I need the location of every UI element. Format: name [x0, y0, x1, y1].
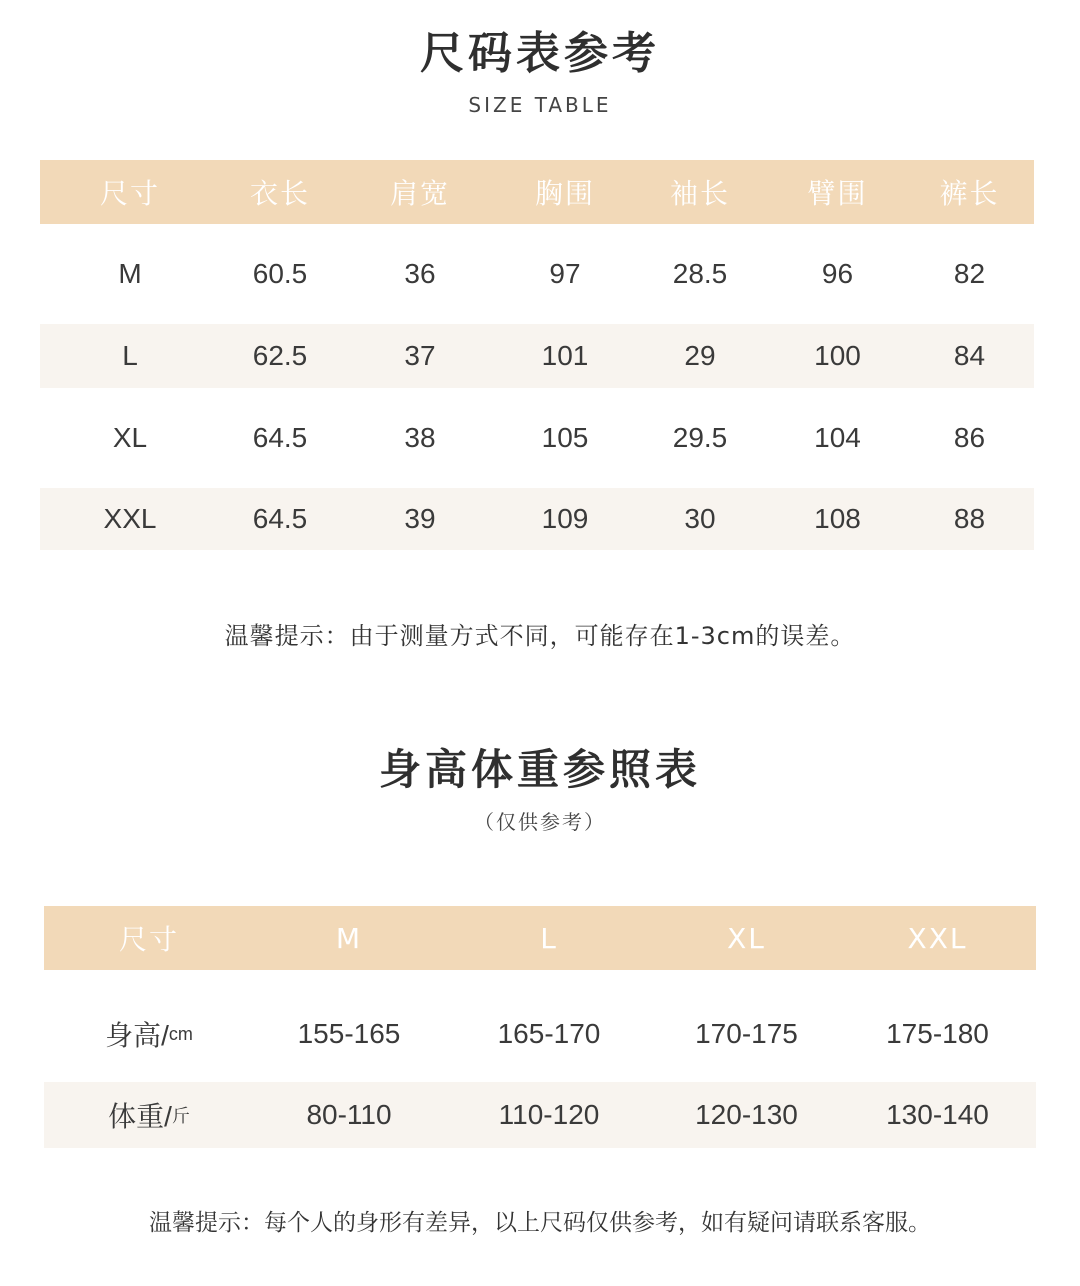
header-cell: 袖长 — [669, 177, 730, 210]
weight-unit: 斤 — [171, 1106, 190, 1126]
table-cell: 37 — [404, 340, 436, 371]
height-weight-note: 温馨提示：每个人的身形有差异，以上尺码仅供参考，如有疑问请联系客服。 — [149, 1210, 931, 1236]
header-cell: 肩宽 — [389, 177, 450, 210]
header-cell: 衣长 — [249, 177, 310, 210]
table-cell: 110-120 — [498, 1099, 600, 1130]
header-cell: M — [335, 921, 363, 955]
header-cell: 尺寸 — [99, 177, 160, 210]
header-cell: 裤长 — [939, 177, 1000, 210]
table-cell: 29.5 — [672, 422, 728, 453]
table-cell: 80-110 — [306, 1099, 392, 1130]
table-row — [40, 406, 1034, 470]
table-cell: 38 — [404, 422, 436, 453]
table-cell: 30 — [684, 503, 716, 534]
height-label: 身高/ — [105, 1020, 169, 1051]
table-cell: 29 — [684, 340, 716, 371]
table-cell: 36 — [404, 258, 436, 289]
table-cell: 64.5 — [252, 503, 308, 534]
size-table-note: 温馨提示：由于测量方式不同，可能存在1-3cm的误差。 — [224, 622, 856, 650]
size-label: M — [118, 258, 142, 289]
table-cell: 39 — [404, 503, 436, 534]
height-weight-table — [44, 906, 1036, 1148]
table-cell: 97 — [549, 258, 581, 289]
table-cell: 104 — [814, 422, 861, 453]
row-label — [44, 1082, 254, 1148]
table-cell: 108 — [814, 503, 861, 534]
height-unit: cm — [168, 1023, 193, 1044]
table-cell: 62.5 — [252, 340, 308, 371]
table-cell: 84 — [953, 340, 986, 371]
size-table — [40, 160, 1034, 550]
table-row — [44, 1002, 1036, 1066]
size-table-subtitle: SIZE TABLE — [468, 93, 612, 117]
table-cell: 64.5 — [252, 422, 308, 453]
table-cell: 88 — [953, 503, 986, 534]
size-table-title: 尺码表参考 — [420, 28, 660, 79]
height-weight-title: 身高体重参照表 — [378, 745, 701, 794]
table-cell: 60.5 — [252, 258, 308, 289]
size-label: L — [122, 340, 138, 371]
height-weight-subtitle: （仅供参考） — [474, 810, 606, 834]
size-table-header-row — [40, 160, 1034, 224]
table-cell: 109 — [541, 503, 589, 534]
height-weight-header-row — [44, 906, 1036, 970]
table-cell: 175-180 — [886, 1018, 989, 1049]
table-cell: 96 — [821, 258, 854, 289]
row-label — [44, 1002, 254, 1066]
header-cell: 胸围 — [534, 177, 595, 210]
table-row — [44, 1082, 1036, 1148]
table-cell: 155-165 — [297, 1018, 401, 1049]
table-cell: 100 — [814, 340, 861, 371]
header-cell: L — [540, 921, 558, 955]
table-cell: 170-175 — [695, 1018, 798, 1049]
table-cell: 82 — [953, 258, 986, 289]
table-cell: 28.5 — [672, 258, 728, 289]
weight-label: 体重/ — [108, 1101, 172, 1132]
size-label: XL — [112, 422, 148, 453]
size-label: XXL — [103, 503, 157, 534]
table-cell: 86 — [953, 422, 986, 453]
table-cell: 165-170 — [497, 1018, 601, 1049]
header-cell: XXL — [907, 921, 968, 955]
table-cell: 105 — [541, 422, 589, 453]
table-row — [40, 324, 1034, 388]
table-cell: 101 — [541, 340, 589, 371]
header-cell: 臂围 — [807, 177, 868, 210]
header-cell: 尺寸 — [118, 923, 179, 956]
header-cell: XL — [727, 921, 766, 955]
table-cell: 120-130 — [695, 1099, 798, 1130]
table-row — [40, 488, 1034, 550]
table-cell: 130-140 — [886, 1099, 989, 1130]
table-row — [40, 242, 1034, 306]
